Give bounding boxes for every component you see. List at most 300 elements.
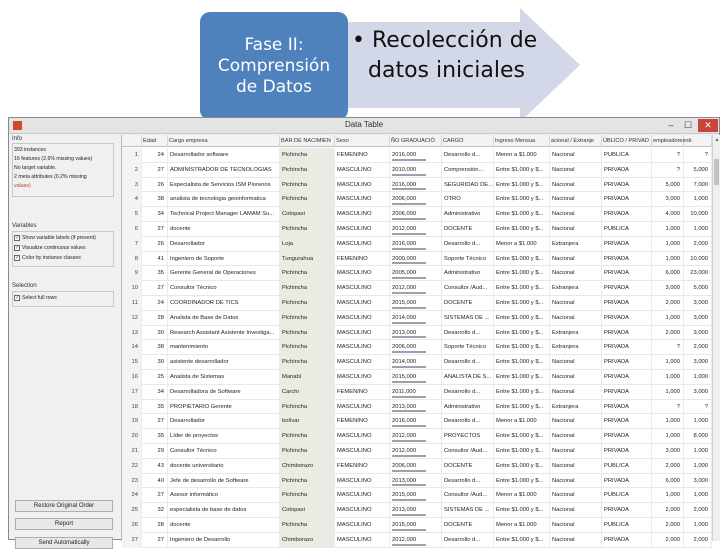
table-cell[interactable]: Desarrollo d... — [442, 474, 494, 489]
table-cell[interactable]: 2016,000 — [390, 237, 442, 252]
table-cell[interactable]: 6,000 — [652, 474, 684, 489]
row-number[interactable]: 21 — [122, 444, 142, 459]
table-cell[interactable]: 28 — [142, 311, 168, 326]
table-cell[interactable]: MASCULINO — [335, 370, 390, 385]
table-cell[interactable]: 1,000 — [652, 370, 684, 385]
table-cell[interactable]: 30 — [142, 326, 168, 341]
window-titlebar[interactable] — [9, 118, 719, 134]
table-cell[interactable]: PUBLICA — [602, 488, 652, 503]
table-cell[interactable]: Entre $1.000 y $... — [494, 429, 550, 444]
table-cell[interactable]: Ingeniero de Desarrollo — [168, 533, 280, 548]
table-cell[interactable]: 5,000 — [684, 163, 712, 178]
table-cell[interactable]: PRIVADA — [602, 237, 652, 252]
table-cell[interactable]: Pichincha — [280, 222, 335, 237]
table-cell[interactable]: ? — [652, 400, 684, 415]
table-cell[interactable]: especialista de base de datos — [168, 503, 280, 518]
table-cell[interactable]: Entre $1.000 y $... — [494, 326, 550, 341]
table-cell[interactable]: ? — [652, 340, 684, 355]
visualize-values-checkbox[interactable] — [14, 245, 86, 251]
minimize-button[interactable]: – — [668, 120, 674, 130]
table-cell[interactable]: 2,000 — [652, 296, 684, 311]
table-cell[interactable]: PRIVADA — [602, 296, 652, 311]
table-cell[interactable]: Nacional — [550, 459, 602, 474]
table-row[interactable] — [122, 503, 712, 518]
table-row[interactable] — [122, 192, 712, 207]
table-cell[interactable]: Desarrollo d... — [442, 414, 494, 429]
table-cell[interactable]: Entre $1.000 y $... — [494, 474, 550, 489]
table-cell[interactable]: PRIVADA — [602, 178, 652, 193]
table-cell[interactable]: 2012,000 — [390, 533, 442, 548]
table-cell[interactable]: 3,000 — [652, 281, 684, 296]
table-cell[interactable]: 25 — [142, 370, 168, 385]
row-number[interactable]: 5 — [122, 207, 142, 222]
column-header[interactable]: acional / Extranje — [550, 135, 602, 147]
table-cell[interactable]: 2011,000 — [390, 385, 442, 400]
table-cell[interactable]: 2016,000 — [390, 178, 442, 193]
table-cell[interactable]: PRIVADA — [602, 340, 652, 355]
table-cell[interactable]: Pichincha — [280, 296, 335, 311]
table-cell[interactable]: 1,000 — [684, 192, 712, 207]
table-cell[interactable]: 2013,000 — [390, 503, 442, 518]
table-cell[interactable]: FEMENINO — [335, 414, 390, 429]
row-number[interactable]: 13 — [122, 326, 142, 341]
table-cell[interactable]: PRIVADA — [602, 252, 652, 267]
table-cell[interactable]: Soporte Técnico — [442, 340, 494, 355]
table-cell[interactable]: Pichincha — [280, 429, 335, 444]
column-header[interactable]: BAR DE NACIMIEN — [280, 135, 335, 147]
table-row[interactable] — [122, 296, 712, 311]
table-cell[interactable]: MASCULINO — [335, 400, 390, 415]
table-cell[interactable]: MASCULINO — [335, 311, 390, 326]
table-cell[interactable]: 34 — [142, 207, 168, 222]
table-row[interactable] — [122, 533, 712, 548]
table-cell[interactable]: analista de tecnologia geoinformatica — [168, 192, 280, 207]
row-number[interactable]: 7 — [122, 237, 142, 252]
table-cell[interactable]: MASCULINO — [335, 326, 390, 341]
table-cell[interactable]: Ingeniero de Soporte — [168, 252, 280, 267]
table-cell[interactable]: MASCULINO — [335, 296, 390, 311]
table-cell[interactable]: PRIVADA — [602, 429, 652, 444]
table-cell[interactable]: Desarrollador software — [168, 148, 280, 163]
table-cell[interactable]: Pichincha — [280, 178, 335, 193]
table-cell[interactable]: Nacional — [550, 222, 602, 237]
table-cell[interactable]: 38 — [142, 340, 168, 355]
table-cell[interactable]: Nacional — [550, 163, 602, 178]
table-cell[interactable]: Consultor /Aud... — [442, 444, 494, 459]
table-cell[interactable]: 35 — [142, 266, 168, 281]
table-cell[interactable]: MASCULINO — [335, 518, 390, 533]
table-cell[interactable]: OTRO — [442, 192, 494, 207]
column-header[interactable] — [122, 135, 142, 147]
close-button[interactable]: ✕ — [698, 119, 718, 132]
table-cell[interactable]: Especialista de Servicios ISM Pioneros — [168, 178, 280, 193]
table-cell[interactable]: 3,000 — [684, 474, 712, 489]
table-cell[interactable]: Manabí — [280, 370, 335, 385]
table-cell[interactable]: 2,000 — [684, 503, 712, 518]
table-cell[interactable]: MASCULINO — [335, 444, 390, 459]
table-cell[interactable]: MASCULINO — [335, 474, 390, 489]
table-cell[interactable]: Analista de Base de Datos — [168, 311, 280, 326]
table-cell[interactable]: 1,000 — [652, 237, 684, 252]
column-header[interactable]: ÑO GRADUACIÓ — [390, 135, 442, 147]
table-cell[interactable]: 2,000 — [684, 533, 712, 548]
table-cell[interactable]: PRIVADA — [602, 163, 652, 178]
table-cell[interactable]: Administrativo — [442, 266, 494, 281]
table-row[interactable] — [122, 237, 712, 252]
table-cell[interactable]: Desarrollo d... — [442, 385, 494, 400]
table-cell[interactable]: Menor a $1.000 — [494, 414, 550, 429]
table-cell[interactable]: PRIVADA — [602, 266, 652, 281]
table-cell[interactable]: 1,000 — [652, 488, 684, 503]
table-cell[interactable]: DOCENTE — [442, 518, 494, 533]
table-cell[interactable]: Entre $1.000 y $... — [494, 400, 550, 415]
scroll-up-icon[interactable]: ▲ — [714, 137, 720, 143]
table-cell[interactable]: 1,000 — [652, 429, 684, 444]
table-cell[interactable]: 2014,000 — [390, 311, 442, 326]
column-header[interactable]: ÚBLICO / PRIVAD — [602, 135, 652, 147]
table-cell[interactable]: ANALISTA DE S... — [442, 370, 494, 385]
table-row[interactable] — [122, 488, 712, 503]
table-cell[interactable]: Menor a $1.000 — [494, 148, 550, 163]
table-cell[interactable]: Entre $1.000 y $... — [494, 385, 550, 400]
table-cell[interactable]: Desarrollador — [168, 237, 280, 252]
row-number[interactable]: 22 — [122, 459, 142, 474]
column-header[interactable] — [684, 135, 712, 147]
table-cell[interactable]: Cotopaxi — [280, 503, 335, 518]
table-cell[interactable]: MASCULINO — [335, 488, 390, 503]
table-cell[interactable]: 26 — [142, 178, 168, 193]
table-row[interactable] — [122, 281, 712, 296]
table-cell[interactable]: 27 — [142, 488, 168, 503]
table-cell[interactable]: Líder de proyectos — [168, 429, 280, 444]
table-cell[interactable]: Nacional — [550, 503, 602, 518]
table-cell[interactable]: Gerente General de Operaciones — [168, 266, 280, 281]
column-header[interactable]: Edad — [142, 135, 168, 147]
row-number[interactable]: 25 — [122, 503, 142, 518]
table-cell[interactable]: 1,000 — [652, 355, 684, 370]
table-cell[interactable]: Analista de Sistemas — [168, 370, 280, 385]
table-cell[interactable]: 24 — [142, 148, 168, 163]
table-cell[interactable]: 34 — [142, 385, 168, 400]
table-cell[interactable]: PROPIETARIO Gerente — [168, 400, 280, 415]
table-cell[interactable]: Cotopaxi — [280, 207, 335, 222]
table-cell[interactable]: Extranjera — [550, 281, 602, 296]
table-row[interactable] — [122, 429, 712, 444]
table-cell[interactable]: MASCULINO — [335, 163, 390, 178]
table-cell[interactable]: 5,000 — [652, 178, 684, 193]
table-cell[interactable]: Pichincha — [280, 518, 335, 533]
table-cell[interactable]: Soporte Técnico — [442, 252, 494, 267]
show-labels-checkbox[interactable] — [14, 235, 96, 241]
table-cell[interactable]: 3,000 — [684, 296, 712, 311]
table-cell[interactable]: 2010,000 — [390, 163, 442, 178]
table-cell[interactable]: Entre $1.000 y $... — [494, 296, 550, 311]
table-row[interactable] — [122, 326, 712, 341]
table-cell[interactable]: bolívar — [280, 414, 335, 429]
table-cell[interactable]: Nacional — [550, 370, 602, 385]
table-cell[interactable]: ? — [684, 148, 712, 163]
table-cell[interactable]: 2,000 — [652, 503, 684, 518]
checkbox-box[interactable]: ✓ — [15, 235, 20, 241]
table-row[interactable] — [122, 207, 712, 222]
table-cell[interactable]: 2012,000 — [390, 444, 442, 459]
table-cell[interactable]: 1,000 — [684, 370, 712, 385]
table-cell[interactable]: 29 — [142, 444, 168, 459]
table-cell[interactable]: 3,000 — [652, 444, 684, 459]
table-row[interactable] — [122, 385, 712, 400]
table-cell[interactable]: 27 — [142, 533, 168, 548]
table-row[interactable] — [122, 474, 712, 489]
table-cell[interactable]: 2,000 — [652, 326, 684, 341]
table-cell[interactable]: 27 — [142, 281, 168, 296]
table-cell[interactable]: MASCULINO — [335, 222, 390, 237]
color-by-class-checkbox[interactable] — [14, 255, 81, 261]
table-cell[interactable]: MASCULINO — [335, 207, 390, 222]
table-cell[interactable]: 2012,000 — [390, 281, 442, 296]
row-number[interactable]: 3 — [122, 178, 142, 193]
table-cell[interactable]: docente universitario — [168, 459, 280, 474]
table-cell[interactable]: PRIVADA — [602, 311, 652, 326]
table-cell[interactable]: PRIVADA — [602, 370, 652, 385]
maximize-button[interactable]: ☐ — [683, 120, 693, 130]
table-cell[interactable]: Desarrollo d... — [442, 148, 494, 163]
table-cell[interactable]: Entre $1.000 y $... — [494, 340, 550, 355]
table-cell[interactable]: 5,000 — [684, 281, 712, 296]
table-cell[interactable]: 2013,000 — [390, 474, 442, 489]
table-cell[interactable]: docente — [168, 518, 280, 533]
table-cell[interactable]: Pichincha — [280, 340, 335, 355]
row-number[interactable]: 9 — [122, 266, 142, 281]
table-cell[interactable]: PUBLICA — [602, 518, 652, 533]
table-cell[interactable]: 10,000 — [684, 252, 712, 267]
table-cell[interactable]: Extranjera — [550, 340, 602, 355]
table-cell[interactable]: 1,000 — [652, 311, 684, 326]
table-cell[interactable]: 27 — [142, 414, 168, 429]
table-cell[interactable]: MASCULINO — [335, 281, 390, 296]
table-row[interactable] — [122, 148, 712, 163]
table-cell[interactable]: PUBLICA — [602, 459, 652, 474]
table-cell[interactable]: Nacional — [550, 444, 602, 459]
table-cell[interactable]: 1,000 — [684, 414, 712, 429]
table-cell[interactable]: Menor a $1.000 — [494, 518, 550, 533]
row-number[interactable]: 15 — [122, 355, 142, 370]
table-cell[interactable]: 3,000 — [684, 326, 712, 341]
table-row[interactable] — [122, 518, 712, 533]
table-cell[interactable]: Nacional — [550, 266, 602, 281]
table-cell[interactable]: 1,000 — [652, 414, 684, 429]
table-cell[interactable]: PRIVADA — [602, 414, 652, 429]
table-cell[interactable]: 8,000 — [684, 429, 712, 444]
table-row[interactable] — [122, 311, 712, 326]
table-cell[interactable]: 1,000 — [652, 385, 684, 400]
table-cell[interactable]: 2,000 — [652, 533, 684, 548]
table-cell[interactable]: PRIVADA — [602, 400, 652, 415]
table-cell[interactable]: FEMENINO — [335, 385, 390, 400]
table-cell[interactable]: 26 — [142, 237, 168, 252]
table-cell[interactable]: DOCENTE — [442, 459, 494, 474]
table-cell[interactable]: 35 — [142, 429, 168, 444]
column-header[interactable]: CARGO — [442, 135, 494, 147]
table-cell[interactable]: Desarrollo d... — [442, 237, 494, 252]
row-number[interactable]: 16 — [122, 370, 142, 385]
table-cell[interactable]: 43 — [142, 459, 168, 474]
table-cell[interactable]: mantenimiento — [168, 340, 280, 355]
table-row[interactable] — [122, 163, 712, 178]
table-cell[interactable]: Entre $1.000 y $... — [494, 266, 550, 281]
table-cell[interactable]: 3,000 — [652, 192, 684, 207]
table-cell[interactable]: 24 — [142, 296, 168, 311]
row-number[interactable]: 8 — [122, 252, 142, 267]
table-cell[interactable]: 2016,000 — [390, 414, 442, 429]
column-header[interactable]: Ingreso Mensua — [494, 135, 550, 147]
scroll-thumb[interactable] — [714, 159, 719, 185]
table-cell[interactable]: 2,000 — [652, 518, 684, 533]
table-cell[interactable]: Extranjera — [550, 237, 602, 252]
table-row[interactable] — [122, 222, 712, 237]
table-cell[interactable]: Pichincha — [280, 355, 335, 370]
report-button[interactable]: Report — [15, 518, 113, 530]
table-row[interactable] — [122, 370, 712, 385]
table-row[interactable] — [122, 178, 712, 193]
table-cell[interactable]: 28 — [142, 518, 168, 533]
table-cell[interactable]: Desarrolladora de Software — [168, 385, 280, 400]
table-cell[interactable]: DOCENTE — [442, 222, 494, 237]
select-full-rows-checkbox[interactable] — [14, 295, 57, 301]
table-cell[interactable]: Tungurahua — [280, 252, 335, 267]
table-cell[interactable]: Nacional — [550, 429, 602, 444]
checkbox-box[interactable]: ✓ — [15, 255, 20, 261]
table-cell[interactable]: MASCULINO — [335, 503, 390, 518]
table-cell[interactable]: 10,000 — [684, 207, 712, 222]
table-cell[interactable]: 2015,000 — [390, 370, 442, 385]
table-cell[interactable]: 27 — [142, 163, 168, 178]
table-cell[interactable]: PRIVADA — [602, 355, 652, 370]
table-cell[interactable]: Entre $1.000 y $... — [494, 355, 550, 370]
table-cell[interactable]: 2013,000 — [390, 326, 442, 341]
table-cell[interactable]: 2006,000 — [390, 192, 442, 207]
row-number[interactable]: 17 — [122, 385, 142, 400]
table-cell[interactable]: Consultor Técnico — [168, 281, 280, 296]
table-cell[interactable]: Chimborazo — [280, 533, 335, 548]
table-cell[interactable]: Entre $1.000 y $... — [494, 370, 550, 385]
table-cell[interactable]: Consultor /Aud... — [442, 281, 494, 296]
table-row[interactable] — [122, 355, 712, 370]
table-cell[interactable]: Nacional — [550, 414, 602, 429]
table-cell[interactable]: Entre $1.000 y $... — [494, 281, 550, 296]
table-cell[interactable]: 2006,000 — [390, 459, 442, 474]
row-number[interactable]: 6 — [122, 222, 142, 237]
table-cell[interactable]: MASCULINO — [335, 266, 390, 281]
table-cell[interactable]: DOCENTE — [442, 296, 494, 311]
table-cell[interactable]: Pichincha — [280, 474, 335, 489]
table-cell[interactable]: Entre $1.000 y $... — [494, 311, 550, 326]
table-cell[interactable]: 4,000 — [652, 207, 684, 222]
table-cell[interactable]: Chimborazo — [280, 459, 335, 474]
table-cell[interactable]: PUBLICA — [602, 222, 652, 237]
table-cell[interactable]: COORDINADOR DE TICS — [168, 296, 280, 311]
table-cell[interactable]: PRIVADA — [602, 207, 652, 222]
table-cell[interactable]: PRIVADA — [602, 281, 652, 296]
table-cell[interactable]: FEMENINO — [335, 252, 390, 267]
table-cell[interactable]: PRIVADA — [602, 474, 652, 489]
table-cell[interactable]: Desarrollador — [168, 414, 280, 429]
table-cell[interactable]: MASCULINO — [335, 340, 390, 355]
column-header[interactable]: empleadoresnb — [652, 135, 684, 147]
table-cell[interactable]: 3,000 — [684, 385, 712, 400]
checkbox-box[interactable]: ✓ — [15, 295, 20, 301]
table-row[interactable] — [122, 252, 712, 267]
table-cell[interactable]: Pichincha — [280, 311, 335, 326]
table-cell[interactable]: Administrativo — [442, 207, 494, 222]
table-row[interactable] — [122, 444, 712, 459]
table-cell[interactable]: Entre $1.000 y $... — [494, 163, 550, 178]
table-cell[interactable]: 1,000 — [684, 518, 712, 533]
table-cell[interactable]: 2,000 — [684, 237, 712, 252]
table-cell[interactable]: Nacional — [550, 192, 602, 207]
table-row[interactable] — [122, 459, 712, 474]
table-cell[interactable]: ADMINISTRADOR DE TECNOLOGIAS — [168, 163, 280, 178]
table-cell[interactable]: Menor a $1.000 — [494, 237, 550, 252]
table-row[interactable] — [122, 340, 712, 355]
table-cell[interactable]: Entre $1.000 y $... — [494, 207, 550, 222]
table-cell[interactable]: Pichincha — [280, 488, 335, 503]
table-cell[interactable]: FEMENINO — [335, 148, 390, 163]
table-cell[interactable]: Nacional — [550, 296, 602, 311]
table-cell[interactable]: 2014,000 — [390, 355, 442, 370]
table-cell[interactable]: 2015,000 — [390, 296, 442, 311]
table-cell[interactable]: 3,000 — [684, 355, 712, 370]
table-cell[interactable]: MASCULINO — [335, 355, 390, 370]
table-cell[interactable]: Desarrollo d... — [442, 533, 494, 548]
table-cell[interactable]: Pichincha — [280, 444, 335, 459]
table-cell[interactable]: Comprensión... — [442, 163, 494, 178]
table-cell[interactable]: 1,000 — [684, 222, 712, 237]
vertical-scrollbar[interactable] — [712, 135, 720, 541]
restore-order-button[interactable]: Restore Original Order — [15, 500, 113, 512]
table-cell[interactable]: Asesor informático — [168, 488, 280, 503]
table-cell[interactable]: 27 — [142, 222, 168, 237]
table-row[interactable] — [122, 414, 712, 429]
table-cell[interactable]: Technical Project Manager LAMAM Su... — [168, 207, 280, 222]
table-cell[interactable]: Jefe de desarrollo de Software — [168, 474, 280, 489]
row-number[interactable]: 19 — [122, 414, 142, 429]
table-cell[interactable]: Entre $1.000 y $... — [494, 222, 550, 237]
table-cell[interactable]: 1,000 — [652, 252, 684, 267]
row-number[interactable]: 23 — [122, 474, 142, 489]
table-cell[interactable]: Pichincha — [280, 192, 335, 207]
table-cell[interactable]: Extranjera — [550, 400, 602, 415]
table-cell[interactable]: PUBLICA — [602, 148, 652, 163]
table-cell[interactable]: ? — [652, 163, 684, 178]
row-number[interactable]: 12 — [122, 311, 142, 326]
table-cell[interactable]: Nacional — [550, 488, 602, 503]
table-cell[interactable]: asistente desarrollador — [168, 355, 280, 370]
table-cell[interactable]: Pichincha — [280, 281, 335, 296]
table-cell[interactable]: 1,000 — [684, 488, 712, 503]
table-cell[interactable]: Extranjera — [550, 326, 602, 341]
table-cell[interactable]: Nacional — [550, 148, 602, 163]
table-cell[interactable]: MASCULINO — [335, 178, 390, 193]
table-cell[interactable]: MASCULINO — [335, 237, 390, 252]
row-number[interactable]: 11 — [122, 296, 142, 311]
table-cell[interactable]: Administrativo — [442, 400, 494, 415]
table-cell[interactable]: Nacional — [550, 178, 602, 193]
column-header[interactable]: Cargo empresa — [168, 135, 280, 147]
table-cell[interactable]: Entre $1.000 y $... — [494, 444, 550, 459]
table-cell[interactable]: Carchi — [280, 385, 335, 400]
table-cell[interactable]: 2006,000 — [390, 207, 442, 222]
table-cell[interactable]: 38 — [142, 192, 168, 207]
